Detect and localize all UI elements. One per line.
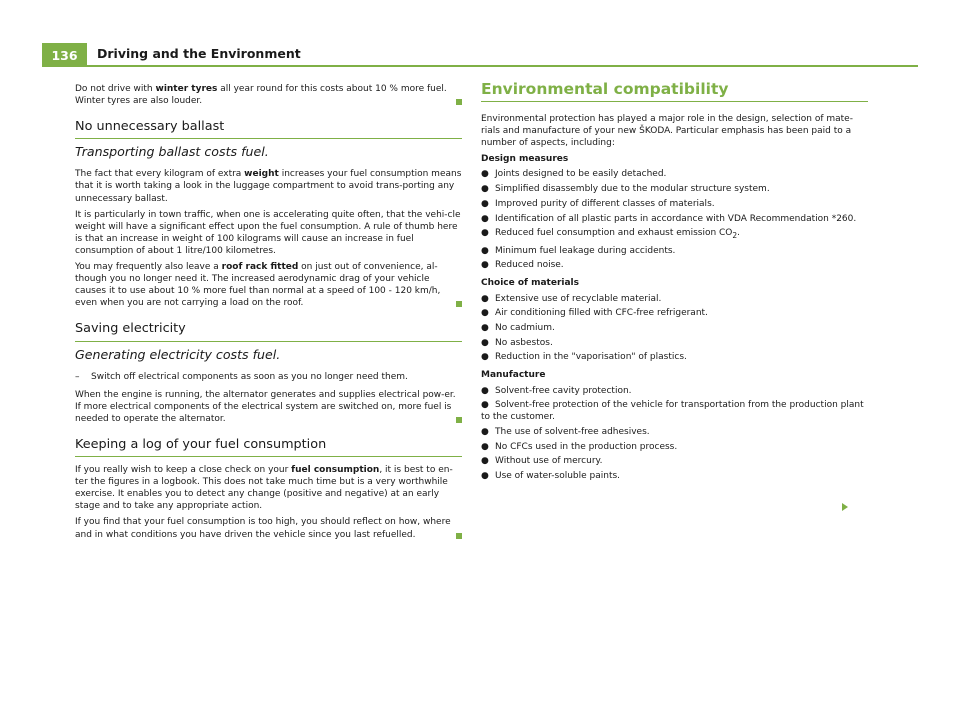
bullet-icon: ● <box>481 260 489 271</box>
bullet-icon: ● <box>481 198 489 209</box>
bullet-icon: ● <box>481 308 489 319</box>
text: all year round for this costs about 10 % more fuel. Winter tyres are also louder. <box>75 84 447 107</box>
item-text: Without use of mercury. <box>495 456 603 467</box>
list-item <box>481 470 868 482</box>
right-column <box>481 80 868 488</box>
item-text: Identification of all plastic parts in accordance with VDA Recommendation *260. <box>495 213 857 224</box>
bullet-icon: ● <box>481 471 489 482</box>
electricity-paragraph <box>75 389 462 425</box>
bullet-icon: ● <box>481 385 489 396</box>
bullet-icon: ● <box>481 441 489 452</box>
end-of-section-icon <box>456 533 462 539</box>
bullet-icon: ● <box>481 456 489 467</box>
item-text: Solvent-free cavity protection. <box>495 385 632 396</box>
text: . <box>737 228 741 239</box>
item-text: Minimum fuel leakage during accidents. <box>495 245 676 256</box>
manufacture-list <box>481 385 868 483</box>
bullet-icon: ● <box>481 228 489 239</box>
text: The fact that every kilogram of extra <box>75 169 245 180</box>
list-item <box>481 307 868 319</box>
ballast-paragraph-2: It is particularly in town traffic, when one is accelerating quite often, that the vehi-cle weight will have a significant effect upon the fuel consumption. A rule of thumb here is that an increase in weight of 100 kilograms will cause an increase in fuel consumption of about 1 litre/100 kilometres. <box>75 209 461 256</box>
item-text: Reduction in the "vaporisation" of plastics. <box>495 352 687 363</box>
header-rule <box>87 65 918 67</box>
ballast-subtitle: Transporting ballast costs fuel. <box>75 144 269 160</box>
environmental-heading: Environmental compatibility <box>481 83 868 102</box>
winter-tyres-paragraph <box>75 83 462 107</box>
bullet-icon: ● <box>481 245 489 256</box>
bullet-icon: ● <box>481 184 489 195</box>
list-item <box>481 245 868 257</box>
item-text: No cadmium. <box>495 322 555 333</box>
bullet-icon: ● <box>481 337 489 348</box>
fuel-log-paragraph-1 <box>75 464 462 512</box>
item-text: Simplified disassembly due to the modular structure system. <box>495 184 770 195</box>
list-item <box>481 399 868 423</box>
text: Do not drive with <box>75 84 156 94</box>
text: , it is best to en-ter the figures in a logbook. This does not take much time but is a very worthwhile exercise. It enables you to detect any change (positive and negative) at an early stage and to take any appropriate action. <box>75 465 453 512</box>
winter-tyres-term: winter tyres <box>155 84 218 94</box>
text: increases your fuel consumption means that it is worth taking a look in the luggage compartment to avoid trans-porting any unnecessary ballast. <box>75 169 462 204</box>
list-item <box>481 293 868 305</box>
text: If you find that your fuel consumption is too high, you should reflect on how, where and in what conditions you have driven the vehicle since you last refuelled. <box>75 517 451 540</box>
item-text <box>495 227 740 242</box>
item-text: Improved purity of different classes of materials. <box>495 198 715 209</box>
roof-rack-term: roof rack fitted <box>221 262 299 273</box>
weight-term: weight <box>244 169 279 180</box>
item-text: Use of water-soluble paints. <box>495 471 621 482</box>
design-measures-label: Design measures <box>481 154 569 165</box>
materials-list <box>481 293 868 364</box>
bullet-icon: ● <box>481 213 489 224</box>
list-item <box>481 385 868 397</box>
design-measures-list <box>481 168 868 271</box>
text: If you really wish to keep a close check on your <box>75 465 292 476</box>
list-item <box>481 322 868 334</box>
electricity-heading: Saving electricity <box>75 323 462 341</box>
fuel-log-paragraph-2 <box>75 516 462 540</box>
ballast-paragraph-3 <box>75 261 462 309</box>
text: When the engine is running, the alternator generates and supplies electrical pow-er. If more electrical components of the electrical system are switched on, more fuel is needed to operate the alternator. <box>75 389 456 424</box>
list-item <box>481 168 868 180</box>
list-item <box>481 337 868 349</box>
list-item <box>481 183 868 195</box>
continued-arrow-icon <box>842 503 848 511</box>
bullet-icon: ● <box>481 169 489 180</box>
subscript: 2 <box>732 231 738 241</box>
list-item <box>481 259 868 271</box>
bullet-icon: ● <box>481 426 489 437</box>
list-item <box>481 441 868 453</box>
list-item <box>481 455 868 467</box>
left-column <box>75 83 462 545</box>
item-text: Joints designed to be easily detached. <box>495 169 667 180</box>
step-text: Switch off electrical components as soon as you no longer need them. <box>91 371 408 382</box>
item-text: Reduced noise. <box>495 260 564 271</box>
text: You may frequently also leave a <box>75 262 222 273</box>
end-of-section-icon <box>456 99 462 105</box>
item-text: No CFCs used in the production process. <box>495 441 678 452</box>
bullet-icon: ● <box>481 293 489 304</box>
item-text: Air conditioning filled with CFC-free refrigerant. <box>495 308 708 319</box>
ballast-heading: No unnecessary ballast <box>75 121 462 139</box>
list-item <box>481 426 868 438</box>
manufacture-label: Manufacture <box>481 370 546 381</box>
bullet-icon: ● <box>481 400 489 411</box>
fuel-log-heading: Keeping a log of your fuel consumption <box>75 439 462 457</box>
item-text: No asbestos. <box>495 337 553 348</box>
list-item <box>481 351 868 363</box>
bullet-icon: ● <box>481 322 489 333</box>
page-number: 136 <box>42 43 87 67</box>
electricity-subtitle: Generating electricity costs fuel. <box>75 346 281 362</box>
electricity-step <box>75 371 462 383</box>
fuel-consumption-term: fuel consumption <box>291 465 380 476</box>
bullet-icon: ● <box>481 352 489 363</box>
text: Reduced fuel consumption and exhaust emission CO <box>495 228 733 239</box>
end-of-section-icon <box>456 417 462 423</box>
end-of-section-icon <box>456 301 462 307</box>
list-item <box>481 198 868 210</box>
item-text: The use of solvent-free adhesives. <box>495 426 650 437</box>
chapter-title: Driving and the Environment <box>97 46 301 61</box>
ballast-paragraph-1 <box>75 168 462 204</box>
environmental-intro: Environmental protection has played a major role in the design, selection of mate-rials and manufacture of your new ŠKODA. Particular emphasis has been paid to a number of aspects, including: <box>481 114 853 149</box>
text: on just out of convenience, al-though you no longer need it. The increased aerodynamic drag of your vehicle causes it to use about 10 % more fuel than normal at a speed of 100 - 120 km/h, even when you are not carrying a load on the roof. <box>75 262 441 309</box>
item-text: Solvent-free protection of the vehicle for transportation from the production plant to the customer. <box>481 400 864 423</box>
materials-label: Choice of materials <box>481 278 579 289</box>
list-item <box>481 227 868 242</box>
item-text: Extensive use of recyclable material. <box>495 293 662 304</box>
list-item <box>481 213 868 225</box>
step-dash: – <box>75 371 80 382</box>
